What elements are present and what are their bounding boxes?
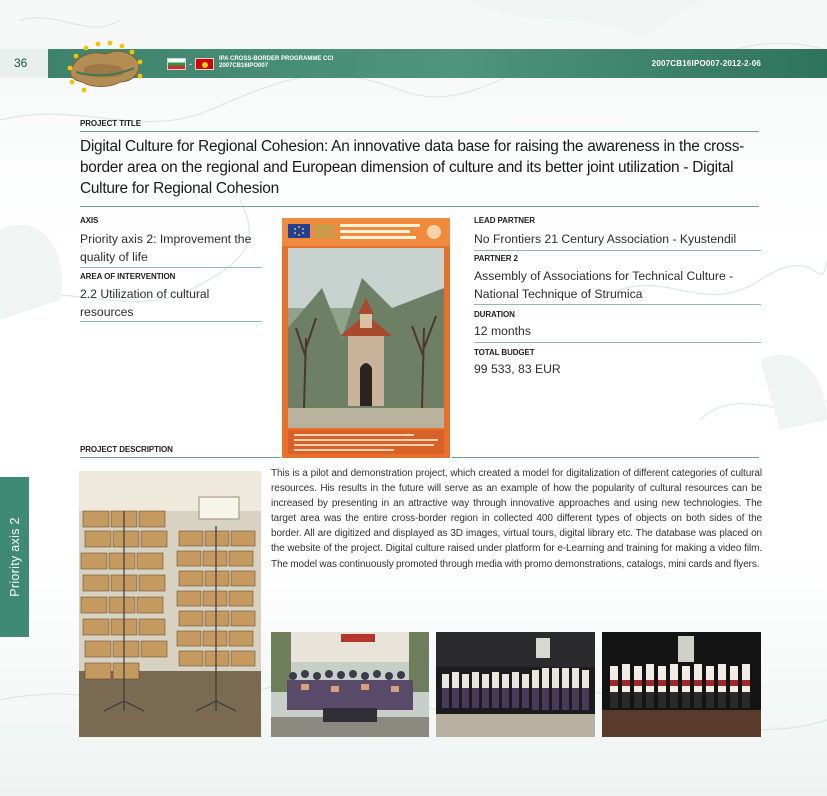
flag-separator: - — [189, 58, 192, 69]
partner-country-flags — [167, 57, 214, 70]
total-budget-value: 99 533, 83 EUR — [474, 362, 561, 376]
folk-dancers-photo — [436, 632, 595, 737]
divider — [80, 321, 262, 322]
area-of-intervention-value: 2.2 Utilization of cultural resources — [80, 287, 210, 319]
programme-logo — [62, 38, 148, 94]
project-description-text: This is a pilot and demonstration project, which created a model for digitalization of different categories of cultural resources. His results in the future will serve as an example of how the popularity of cultural resources can be increased by presenting in an attractive way through innovative approaches and using new technologies. The target area was the entire cross-border region in collected 400 different types of objects on both sides of the border. All are digitized and displayed as 3D images, virtual tours, digital library etc. The database was placed on the website of the project. Digital culture raised under platform for e-Learning and training for making a video film. The model was continuously promoted through media with promo demonstrations, catalogs, mini cards and flyers. — [271, 468, 762, 570]
side-tab-label: Priority axis 2 — [8, 517, 22, 597]
axis-value: Priority axis 2: Improvement the quality of life — [80, 232, 252, 264]
divider — [80, 206, 759, 207]
duration-value: 12 months — [474, 324, 531, 338]
bulgaria-flag-icon — [167, 58, 186, 70]
group-photo — [271, 632, 429, 737]
divider — [452, 457, 759, 458]
partner-2-value: Assembly of Associations for Technical Culture - National Technique of Strumica — [474, 269, 734, 301]
total-budget-label: TOTAL BUDGET — [474, 348, 535, 357]
divider — [80, 457, 281, 458]
priority-axis-side-tab — [0, 477, 29, 637]
project-poster-image — [282, 218, 450, 458]
partner-2-label: PARTNER 2 — [474, 254, 518, 263]
project-description-label: PROJECT DESCRIPTION — [80, 445, 173, 454]
postcard-racks-photo — [79, 471, 261, 737]
page-number: 36 — [0, 49, 48, 78]
divider — [80, 131, 759, 132]
axis-label: AXIS — [80, 216, 99, 225]
lead-partner-label: LEAD PARTNER — [474, 216, 535, 225]
programme-title: IPA CROSS-BORDER PROGRAMME CCI 2007CB16IPO007 — [219, 56, 334, 69]
area-of-intervention-label: AREA OF INTERVENTION — [80, 272, 176, 281]
folk-performance-photo — [602, 632, 761, 737]
divider — [474, 342, 761, 343]
duration-label: DURATION — [474, 310, 515, 319]
project-title: Digital Culture for Regional Cohesion: An innovative data base for raising the awareness in the cross-border area on the regional and European dimension of culture and its better joint utilization - Digital Culture for Regional Cohesion — [80, 138, 745, 197]
macedonia-flag-icon — [195, 58, 214, 70]
lead-partner-value: No Frontiers 21 Century Association - Kyustendil — [474, 232, 737, 246]
project-title-label: PROJECT TITLE — [80, 119, 141, 128]
divider — [80, 267, 262, 268]
project-code: 2007CB16IPO007-2012-2-06 — [651, 59, 761, 68]
divider — [474, 250, 761, 251]
divider — [474, 304, 761, 305]
